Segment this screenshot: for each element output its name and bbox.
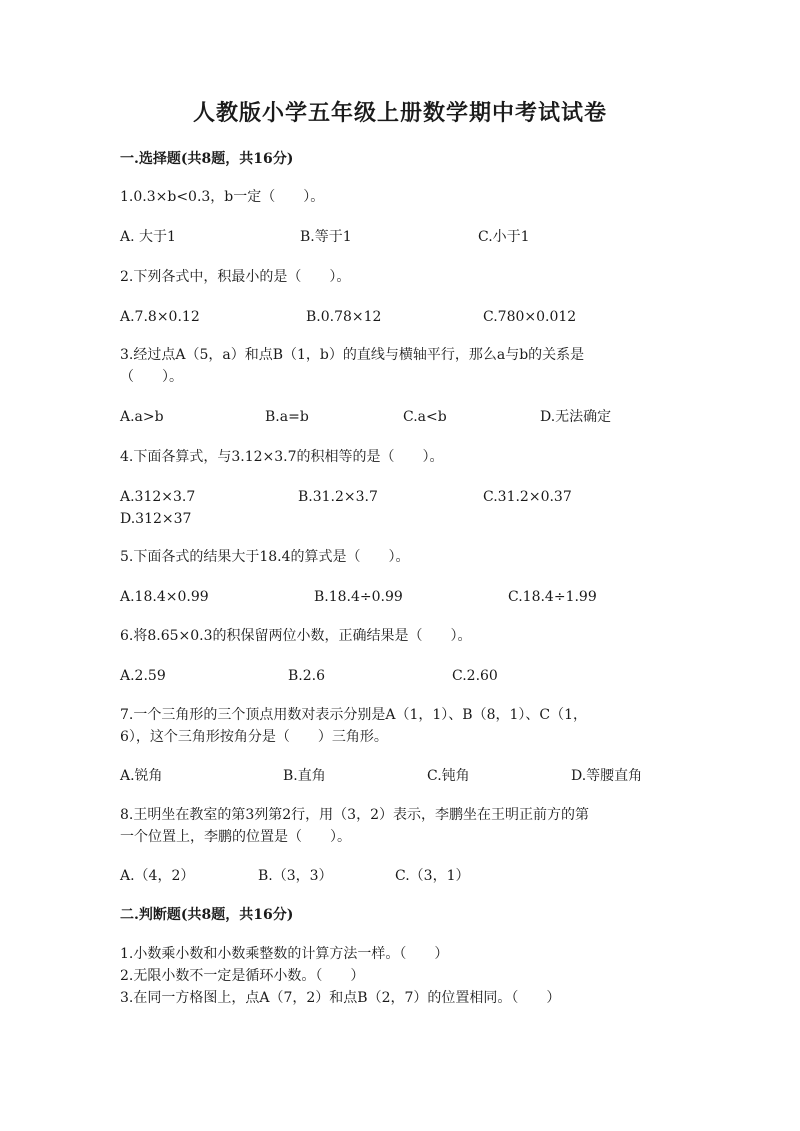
- question-stem: 5.下面各式的结果大于18.4的算式是（ ）。: [120, 549, 410, 565]
- option-c: C.小于1: [478, 229, 530, 245]
- question-stem: 7.一个三角形的三个顶点用数对表示分别是A（1，1）、B（8，1）、C（1，: [120, 707, 588, 723]
- option-c: C.780×0.012: [483, 309, 577, 325]
- judgement-item: 3.在同一方格图上，点A（7，2）和点B（2，7）的位置相同。（ ）: [120, 990, 561, 1006]
- option-b: B.0.78×12: [306, 309, 382, 325]
- option-a: A.7.8×0.12: [120, 309, 200, 325]
- option-c: C.31.2×0.37: [483, 489, 572, 505]
- option-a: A.312×3.7: [120, 489, 196, 505]
- option-c: C.钝角: [427, 768, 470, 784]
- question-stem: 4.下面各算式，与3.12×3.7的积相等的是（ ）。: [120, 449, 444, 465]
- section-heading-choice: 一.选择题(共8题，共16分): [120, 151, 294, 167]
- option-b: B.a=b: [265, 409, 309, 425]
- question-stem: 8.王明坐在教室的第3列第2行，用（3，2）表示，李鹏坐在王明正前方的第: [120, 807, 589, 823]
- option-c: C.18.4÷1.99: [508, 589, 597, 605]
- question-stem-continued: （ ）。: [120, 369, 183, 385]
- option-a: A.2.59: [120, 668, 166, 684]
- option-a: A. 大于1: [120, 229, 176, 245]
- option-a: A.18.4×0.99: [120, 589, 209, 605]
- section-heading-judgement: 二.判断题(共8题，共16分): [120, 907, 294, 923]
- option-a: A.锐角: [120, 768, 163, 784]
- question-stem: 1.0.3×b<0.3，b一定（ ）。: [120, 189, 325, 205]
- option-a: A.a>b: [120, 409, 164, 425]
- option-b: B.31.2×3.7: [298, 489, 378, 505]
- option-a: A.（4，2）: [120, 868, 195, 884]
- option-b: B.（3，3）: [258, 868, 333, 884]
- judgement-item: 2.无限小数不一定是循环小数。（ ）: [120, 968, 365, 984]
- option-b: B.直角: [283, 768, 326, 784]
- judgement-item: 1.小数乘小数和小数乘整数的计算方法一样。（ ）: [120, 946, 449, 962]
- option-b: B.2.6: [288, 668, 326, 684]
- option-c: C.（3，1）: [395, 868, 470, 884]
- option-d: D.312×37: [120, 511, 192, 527]
- option-b: B.等于1: [300, 229, 352, 245]
- question-stem: 3.经过点A（5，a）和点B（1，b）的直线与横轴平行，那么a与b的关系是: [120, 347, 585, 363]
- option-c: C.2.60: [452, 668, 498, 684]
- question-stem-continued: 6），这个三角形按角分是（ ）三角形。: [120, 729, 388, 745]
- option-b: B.18.4÷0.99: [314, 589, 403, 605]
- option-d: D.无法确定: [540, 409, 612, 425]
- option-d: D.等腰直角: [571, 768, 643, 784]
- option-c: C.a<b: [403, 409, 447, 425]
- question-stem-continued: 一个位置上，李鹏的位置是（ ）。: [120, 829, 351, 845]
- question-stem: 2.下列各式中，积最小的是（ ）。: [120, 269, 351, 285]
- page-title: 人教版小学五年级上册数学期中考试试卷: [192, 100, 607, 126]
- question-stem: 6.将8.65×0.3的积保留两位小数，正确结果是（ ）。: [120, 628, 472, 644]
